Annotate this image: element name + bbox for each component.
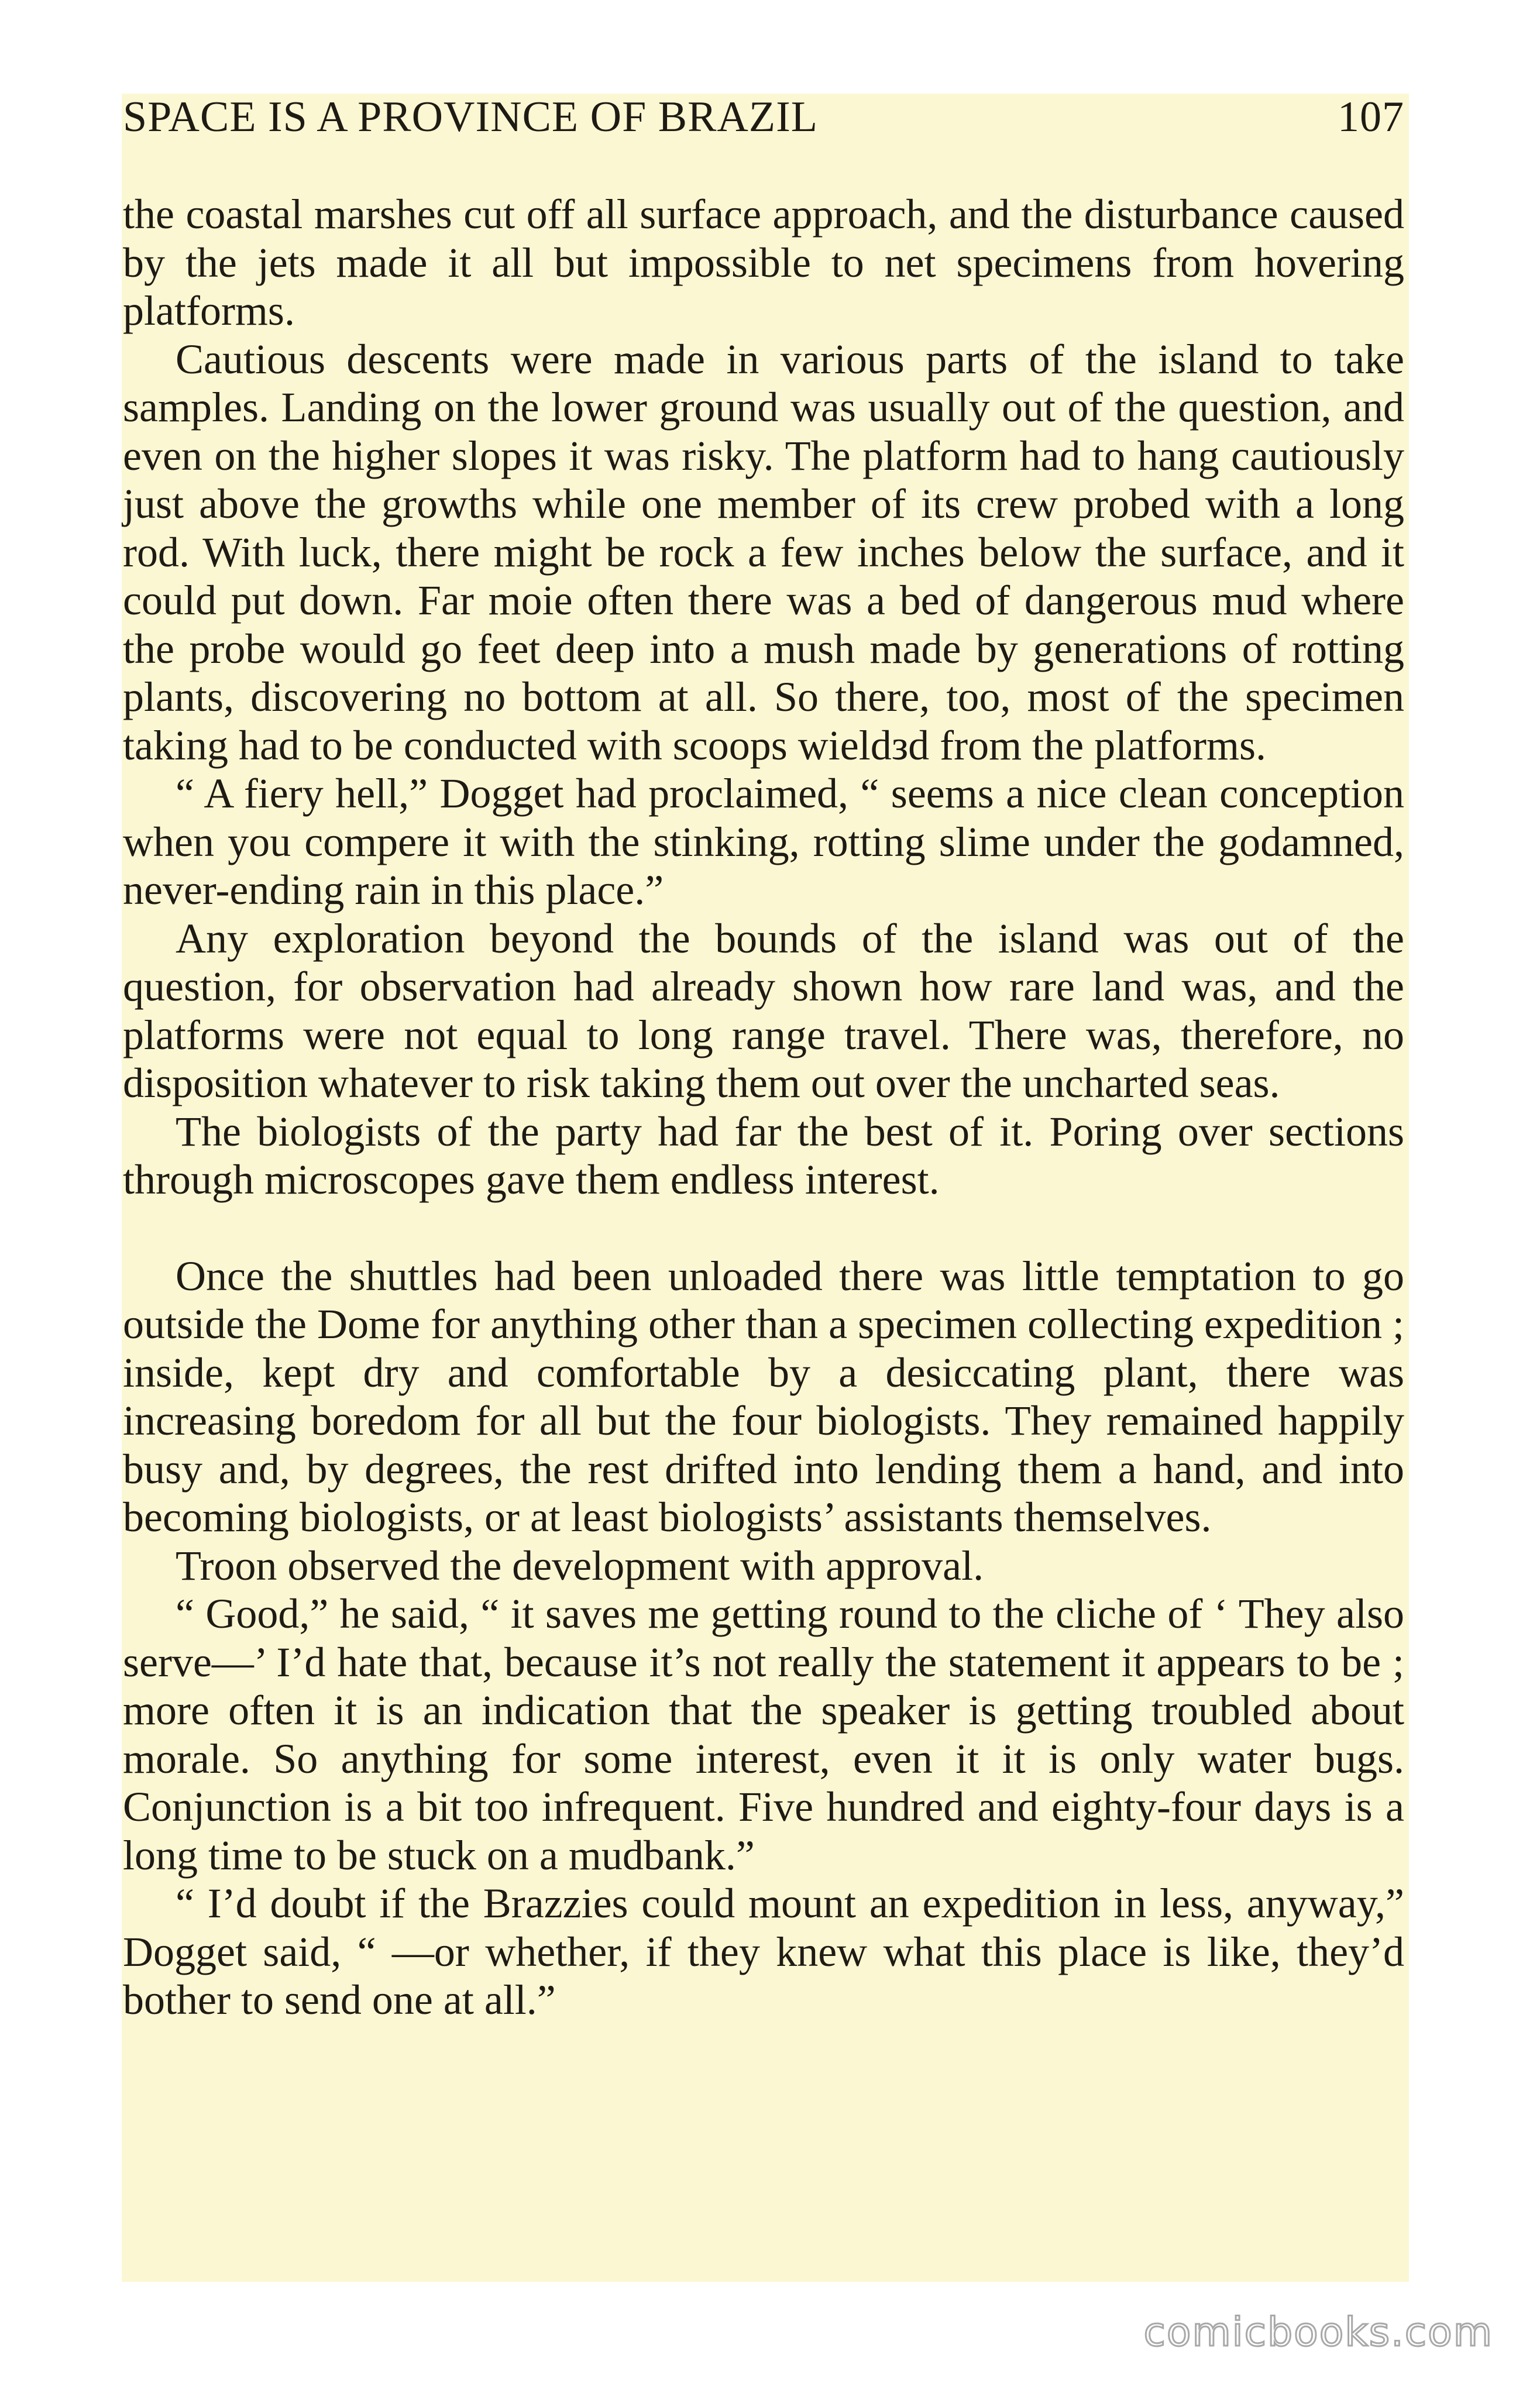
running-head — [123, 92, 1404, 151]
paragraph-5: The biologists of the party had far the best of it. Poring over sections through microscopes gave them endless interest. — [123, 1108, 1404, 1203]
body-text — [123, 190, 1404, 2024]
paragraph-4: Any exploration beyond the bounds of the island was out of the question, for observation had already shown how rare land was, and the platforms were not equal to long range travel. There was, therefore, no disposition whatever to risk taking them out over the uncharted seas. — [123, 914, 1404, 1106]
watermark: comicbooks.com — [1143, 2309, 1493, 2356]
paragraph-1: the coastal marshes cut off all surface approach, and the disturbance caused by the jets made it all but impossible to net specimens from hovering platforms. — [123, 191, 1404, 334]
chapter-title: SPACE IS A PROVINCE OF BRAZIL — [123, 93, 818, 141]
paragraph-7: Troon observed the development with approval. — [176, 1542, 984, 1589]
paragraph-3: “ A fiery hell,” Dogget had proclaimed, “ seems a nice clean conception when you compere it with the stinking, rotting slime under the godamned, never-ending rain in this place.” — [123, 770, 1404, 913]
paragraph-9: “ I’d doubt if the Brazzies could mount an expedition in less, anyway,” Dogget said, “ —or whether, if they knew what this place is like, they’d bother to send one at all.” — [123, 1880, 1404, 2023]
paragraph-2: Cautious descents were made in various parts of the island to take samples. Landing on the lower ground was usually out of the question, and even on the higher slopes it was risky. The platform had to hang cautiously just above the growths while one member of its crew probed with a long rod. With luck, there might be rock a few inches below the surface, and it could put down. Far moie often there was a bed of dangerous mud where the probe would go feet deep into a mush made by generations of rotting plants, discovering no bottom at all. So there, too, most of the specimen taking had to be conducted with scoops wieldзd from the platforms. — [123, 335, 1404, 769]
paragraph-8: “ Good,” he said, “ it saves me getting round to the cliche of ‘ They also serve—’ I’d hate that, because it’s not really the statement it appears to be ; more often it is an indication that the speaker is getting troubled about morale. So anything for some interest, even it it is only water bugs. Conjunction is a bit too infrequent. Five hundred and eighty-four days is a long time to be stuck on a mudbank.” — [123, 1590, 1404, 1879]
page-number: 107 — [1338, 93, 1404, 141]
paragraph-6: Once the shuttles had been unloaded there was little temptation to go outside the Dome for anything other than a specimen collecting expedition ; inside, kept dry and comfortable by a desiccating plant, there was increasing boredom for all but the four biologists. They remained happily busy and, by degrees, the rest drifted into lending them a hand, and into becoming biologists, or at least biologists’ assistants themselves. — [123, 1252, 1404, 1541]
